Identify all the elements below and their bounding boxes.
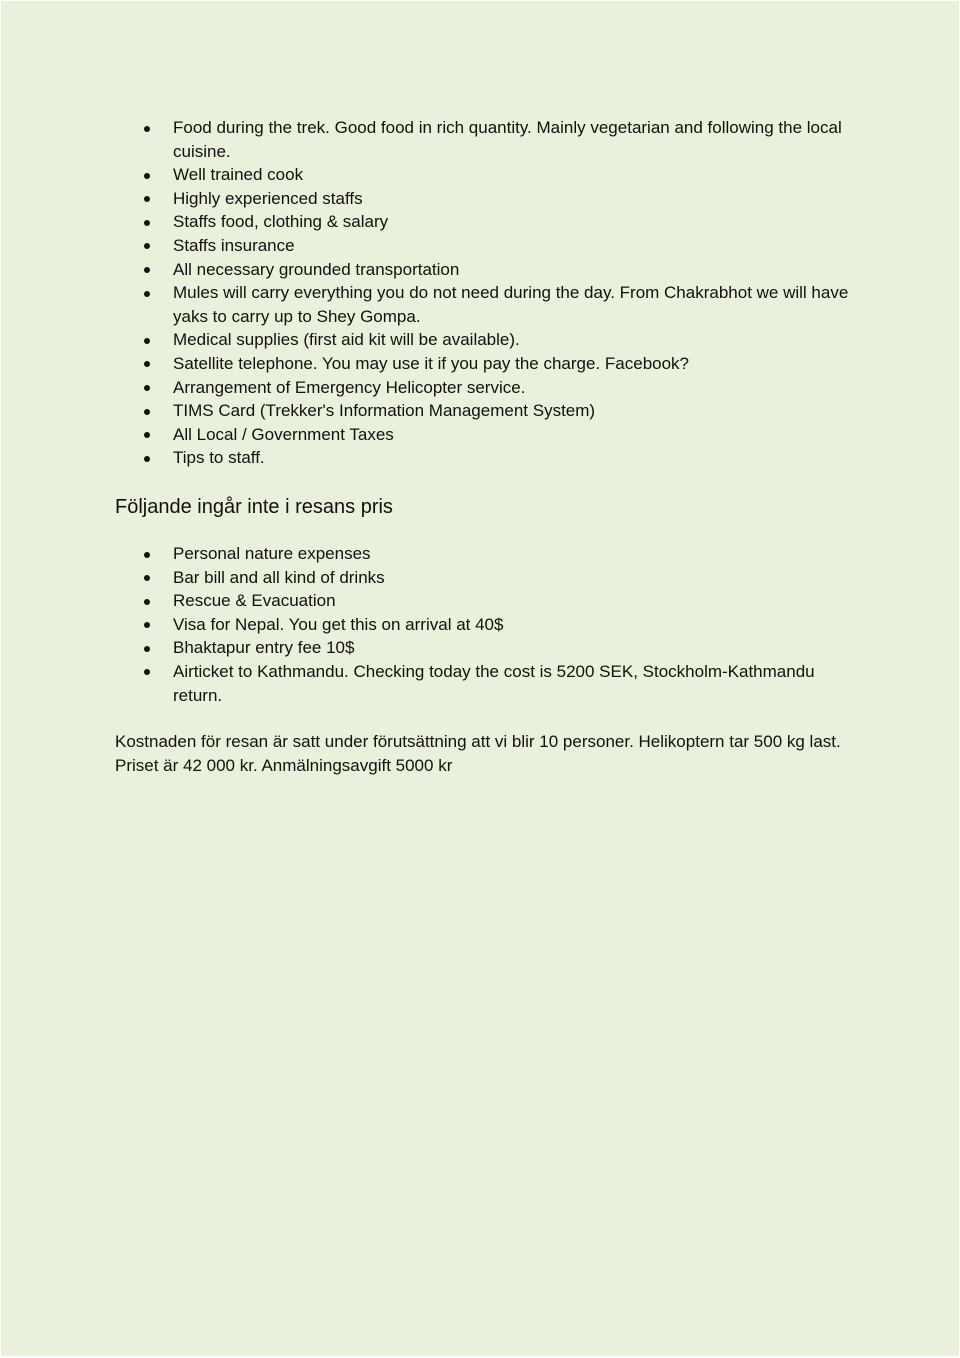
- list-item-text: Mules will carry everything you do not need during the day. From Chakrabhot we will have yaks to carry up to Shey Gompa.: [173, 283, 849, 326]
- list-item: [1, 423, 853, 447]
- list-item: [1, 187, 853, 211]
- list-item-text: Rescue & Evacuation: [173, 591, 336, 611]
- bullet-icon: [144, 456, 150, 462]
- list-item-text: Satellite telephone. You may use it if you pay the charge. Facebook?: [173, 353, 690, 373]
- list-item: [1, 636, 853, 660]
- list-item-text: Staffs insurance: [173, 235, 295, 255]
- list-item: [1, 566, 853, 590]
- list-item-text: Visa for Nepal. You get this on arrival at 40$: [173, 614, 504, 634]
- list-item-text: Well trained cook: [173, 165, 304, 185]
- list-item: [1, 589, 853, 613]
- closing-paragraph: Kostnaden för resan är satt under förutsättning att vi blir 10 personer. Helikoptern tar 500 kg last. Priset är 42 000 kr. Anmälningsavgift 5000 kr: [115, 732, 841, 775]
- bullet-icon: [144, 599, 150, 605]
- bullet-icon: [144, 361, 150, 367]
- bullet-icon: [144, 552, 150, 558]
- included-items-list: [1, 116, 853, 470]
- list-item-text: TIMS Card (Trekker's Information Management System): [173, 401, 596, 421]
- list-item: [1, 399, 853, 423]
- bullet-icon: [144, 220, 150, 226]
- list-item-text: Bhaktapur entry fee 10$: [173, 638, 355, 658]
- list-item-text: Highly experienced staffs: [173, 188, 363, 208]
- list-item: [1, 116, 853, 163]
- bullet-icon: [144, 243, 150, 249]
- list-item: [1, 328, 853, 352]
- list-item: [1, 446, 853, 470]
- bullet-icon: [144, 338, 150, 344]
- bullet-icon: [144, 646, 150, 652]
- list-item-text: Arrangement of Emergency Helicopter service.: [173, 377, 526, 397]
- bullet-icon: [144, 173, 150, 179]
- list-item: [1, 352, 853, 376]
- list-item-text: Food during the trek. Good food in rich quantity. Mainly vegetarian and following the local cuisine.: [173, 118, 842, 161]
- list-item: [1, 234, 853, 258]
- list-item: [1, 542, 853, 566]
- list-item: [1, 281, 853, 328]
- bullet-icon: [144, 385, 150, 391]
- list-item: [1, 210, 853, 234]
- list-item-text: Tips to staff.: [173, 448, 265, 468]
- bullet-icon: [144, 267, 150, 273]
- bullet-icon: [144, 575, 150, 581]
- bullet-icon: [144, 669, 150, 675]
- bullet-icon: [144, 622, 150, 628]
- bullet-icon: [144, 409, 150, 415]
- list-item-text: Airticket to Kathmandu. Checking today the cost is 5200 SEK, Stockholm-Kathmandu return.: [173, 661, 815, 705]
- bullet-icon: [144, 432, 150, 438]
- list-item: [1, 258, 853, 282]
- bullet-icon: [144, 126, 150, 132]
- excluded-items-list: [1, 542, 853, 707]
- bullet-icon: [144, 196, 150, 202]
- list-item: [1, 376, 853, 400]
- document-page: [1, 1, 959, 1356]
- list-item: [1, 163, 853, 187]
- list-item-text: All Local / Government Taxes: [173, 424, 394, 444]
- list-item-text: All necessary grounded transportation: [173, 259, 460, 279]
- list-item-text: Staffs food, clothing & salary: [173, 212, 389, 232]
- list-item: [1, 660, 853, 707]
- list-item-text: Medical supplies (first aid kit will be available).: [173, 330, 520, 350]
- bullet-icon: [144, 291, 150, 297]
- excluded-section-heading: Följande ingår inte i resans pris: [115, 496, 393, 518]
- list-item-text: Personal nature expenses: [173, 544, 371, 563]
- list-item: [1, 613, 853, 637]
- list-item-text: Bar bill and all kind of drinks: [173, 567, 385, 587]
